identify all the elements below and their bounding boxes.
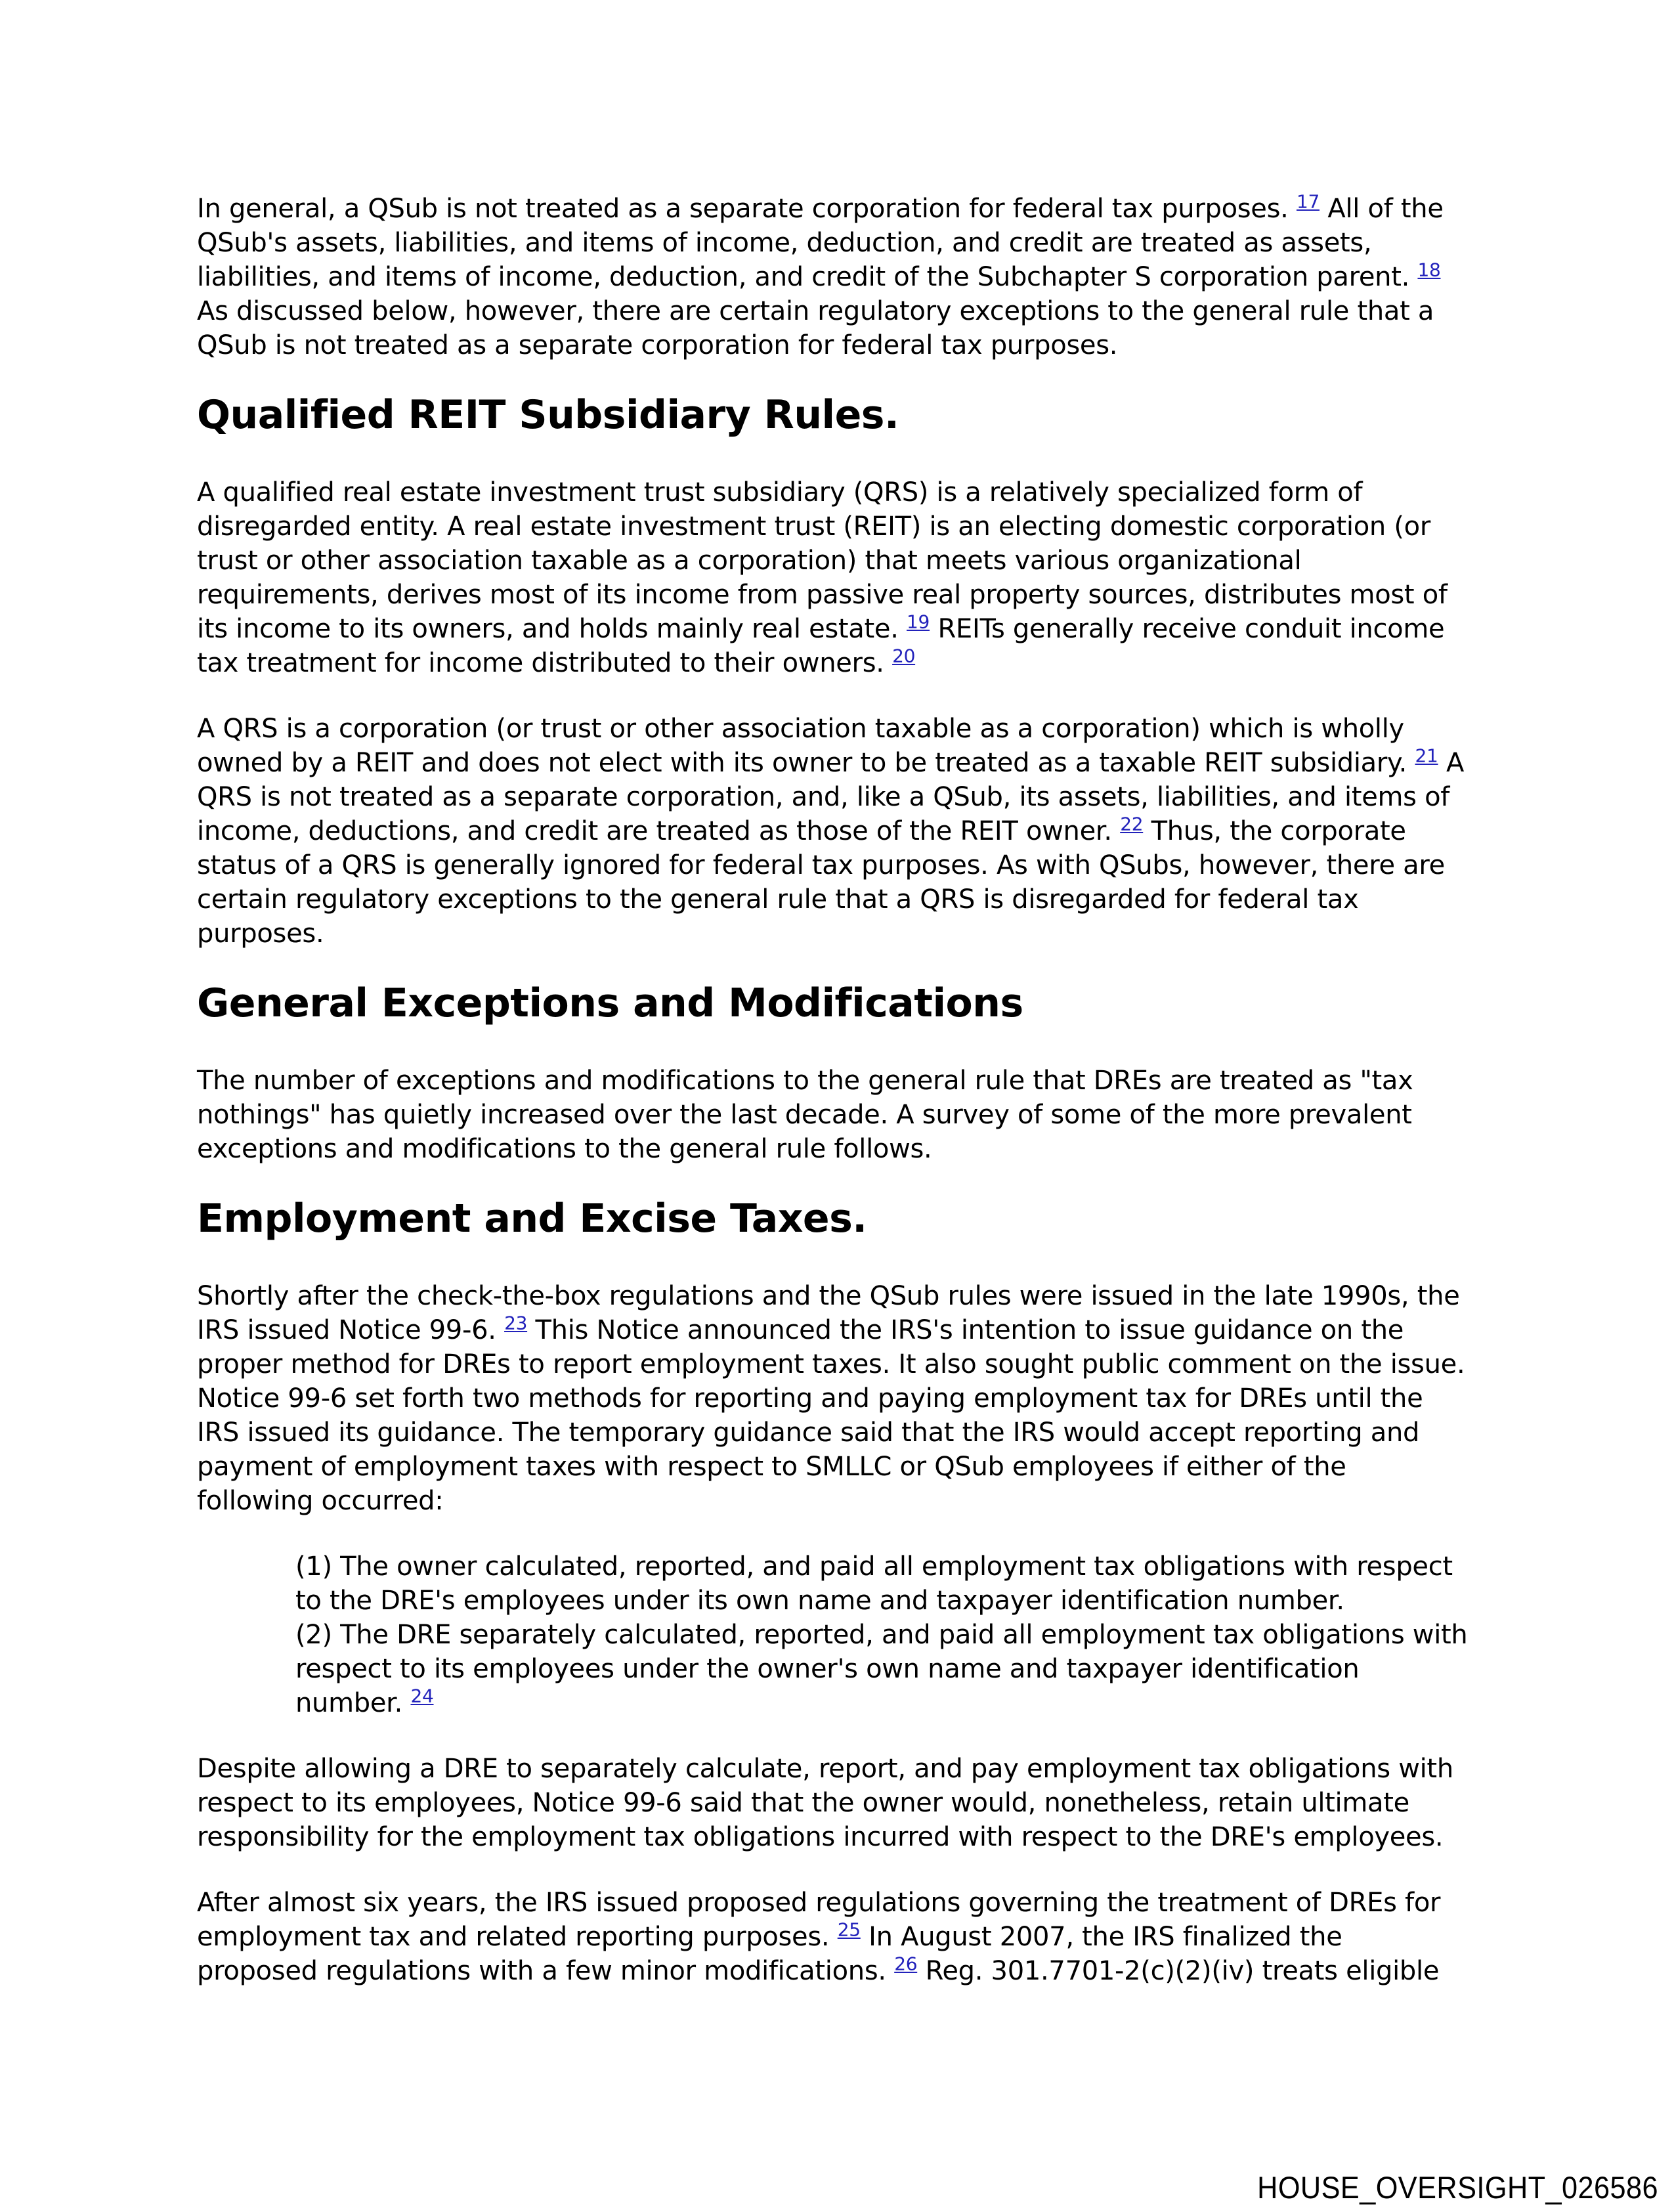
footnote-ref-21[interactable]: 21	[1415, 745, 1438, 767]
paragraph: After almost six years, the IRS issued proposed regulations governing the treatment of DREs for employment tax and related reporting purposes. $^{25}$ In August 2007, the IRS finalized the proposed regulations with a few minor modifications. $^{26}$ Reg. 301.7701-2(c)(2)(iv) treats eligible	[197, 1888, 1441, 1986]
footnote-ref-25[interactable]: 25	[837, 1919, 861, 1941]
paragraph: A qualified real estate investment trust subsidiary (QRS) is a relatively specialized form of disregarded entity. A real estate investment trust (REIT) is an electing domestic corporation (or trust or other association taxable as a corporation) that meets various organizational requirements, derives most of its income from passive real property sources, distributes most of its income to its owners, and holds mainly real estate. $^{19}$ REITs generally receive conduit income tax treatment for income distributed to their owners. $^{20}$	[197, 477, 1448, 678]
bates-stamp: HOUSE_OVERSIGHT_026586	[1257, 2170, 1658, 2205]
section-heading: Qualified REIT Subsidiary Rules.	[197, 392, 899, 438]
section-heading: Employment and Excise Taxes.	[197, 1196, 867, 1242]
section-heading: General Exceptions and Modifications	[197, 980, 1023, 1026]
footnote-ref-18[interactable]: 18	[1417, 259, 1441, 281]
footnote-ref-17[interactable]: 17	[1296, 190, 1320, 213]
paragraph: In general, a QSub is not treated as a separate corporation for federal tax purposes. $^{17}$ All of the QSub's assets, liabilities, and items of income, deduction, and credit are treated as assets, liabilities, and items of income, deduction, and credit of the Subchapter S corporation parent. $^{18}$ As discussed below, however, there are certain regulatory exceptions to the general rule that a QSub is not treated as a separate corporation for federal tax purposes.	[197, 190, 1444, 360]
paragraph: A QRS is a corporation (or trust or other association taxable as a corporation) which is wholly owned by a REIT and does not elect with its owner to be treated as a taxable REIT subsidiary. $^{21}$ A QRS is not treated as a separate corporation, and, like a QSub, its assets, liabilities, and items of income, deductions, and credit are treated as those of the REIT owner. $^{22}$ Thus, the corporate status of a QRS is generally ignored for federal tax purposes. As with QSubs, however, there are certain regulatory exceptions to the general rule that a QRS is disregarded for federal tax purposes.	[197, 714, 1465, 949]
footnote-ref-19[interactable]: 19	[907, 611, 930, 633]
paragraph: Shortly after the check-the-box regulations and the QSub rules were issued in the late 1990s, the IRS issued Notice 99-6. $^{23}$ This Notice announced the IRS's intention to issue guidance on the proper method for DREs to report employment taxes. It also sought public comment on the issue. Notice 99-6 set forth two methods for reporting and paying employment tax for DREs until the IRS issued its guidance. The temporary guidance said that the IRS would accept reporting and payment of employment taxes with respect to SMLLC or QSub employees if either of the following occurred:	[197, 1281, 1465, 1516]
paragraph: Despite allowing a DRE to separately calculate, report, and pay employment tax obligations with respect to its employees, Notice 99-6 said that the owner would, nonetheless, retain ultimate responsibility for the employment tax obligations incurred with respect to the DRE's employees.	[197, 1754, 1453, 1852]
indented-list-paragraph: (1) The owner calculated, reported, and paid all employment tax obligations with respect to the DRE's employees under its own name and taxpayer identification number. (2) The DRE separately calculated, reported, and paid all employment tax obligations with respect to its employees under the owner's own name and taxpayer identification number. $^{24}$	[295, 1551, 1468, 1718]
footnote-ref-22[interactable]: 22	[1120, 813, 1144, 835]
footnote-ref-26[interactable]: 26	[894, 1953, 918, 1975]
footnote-ref-20[interactable]: 20	[892, 645, 916, 667]
footnote-ref-24[interactable]: 24	[410, 1685, 434, 1707]
paragraph: The number of exceptions and modifications to the general rule that DREs are treated as "tax nothings" has quietly increased over the last decade. A survey of some of the more prevalent exceptions and modifications to the general rule follows.	[197, 1066, 1413, 1164]
document-body	[197, 192, 1469, 2020]
footnote-ref-23[interactable]: 23	[504, 1312, 528, 1334]
